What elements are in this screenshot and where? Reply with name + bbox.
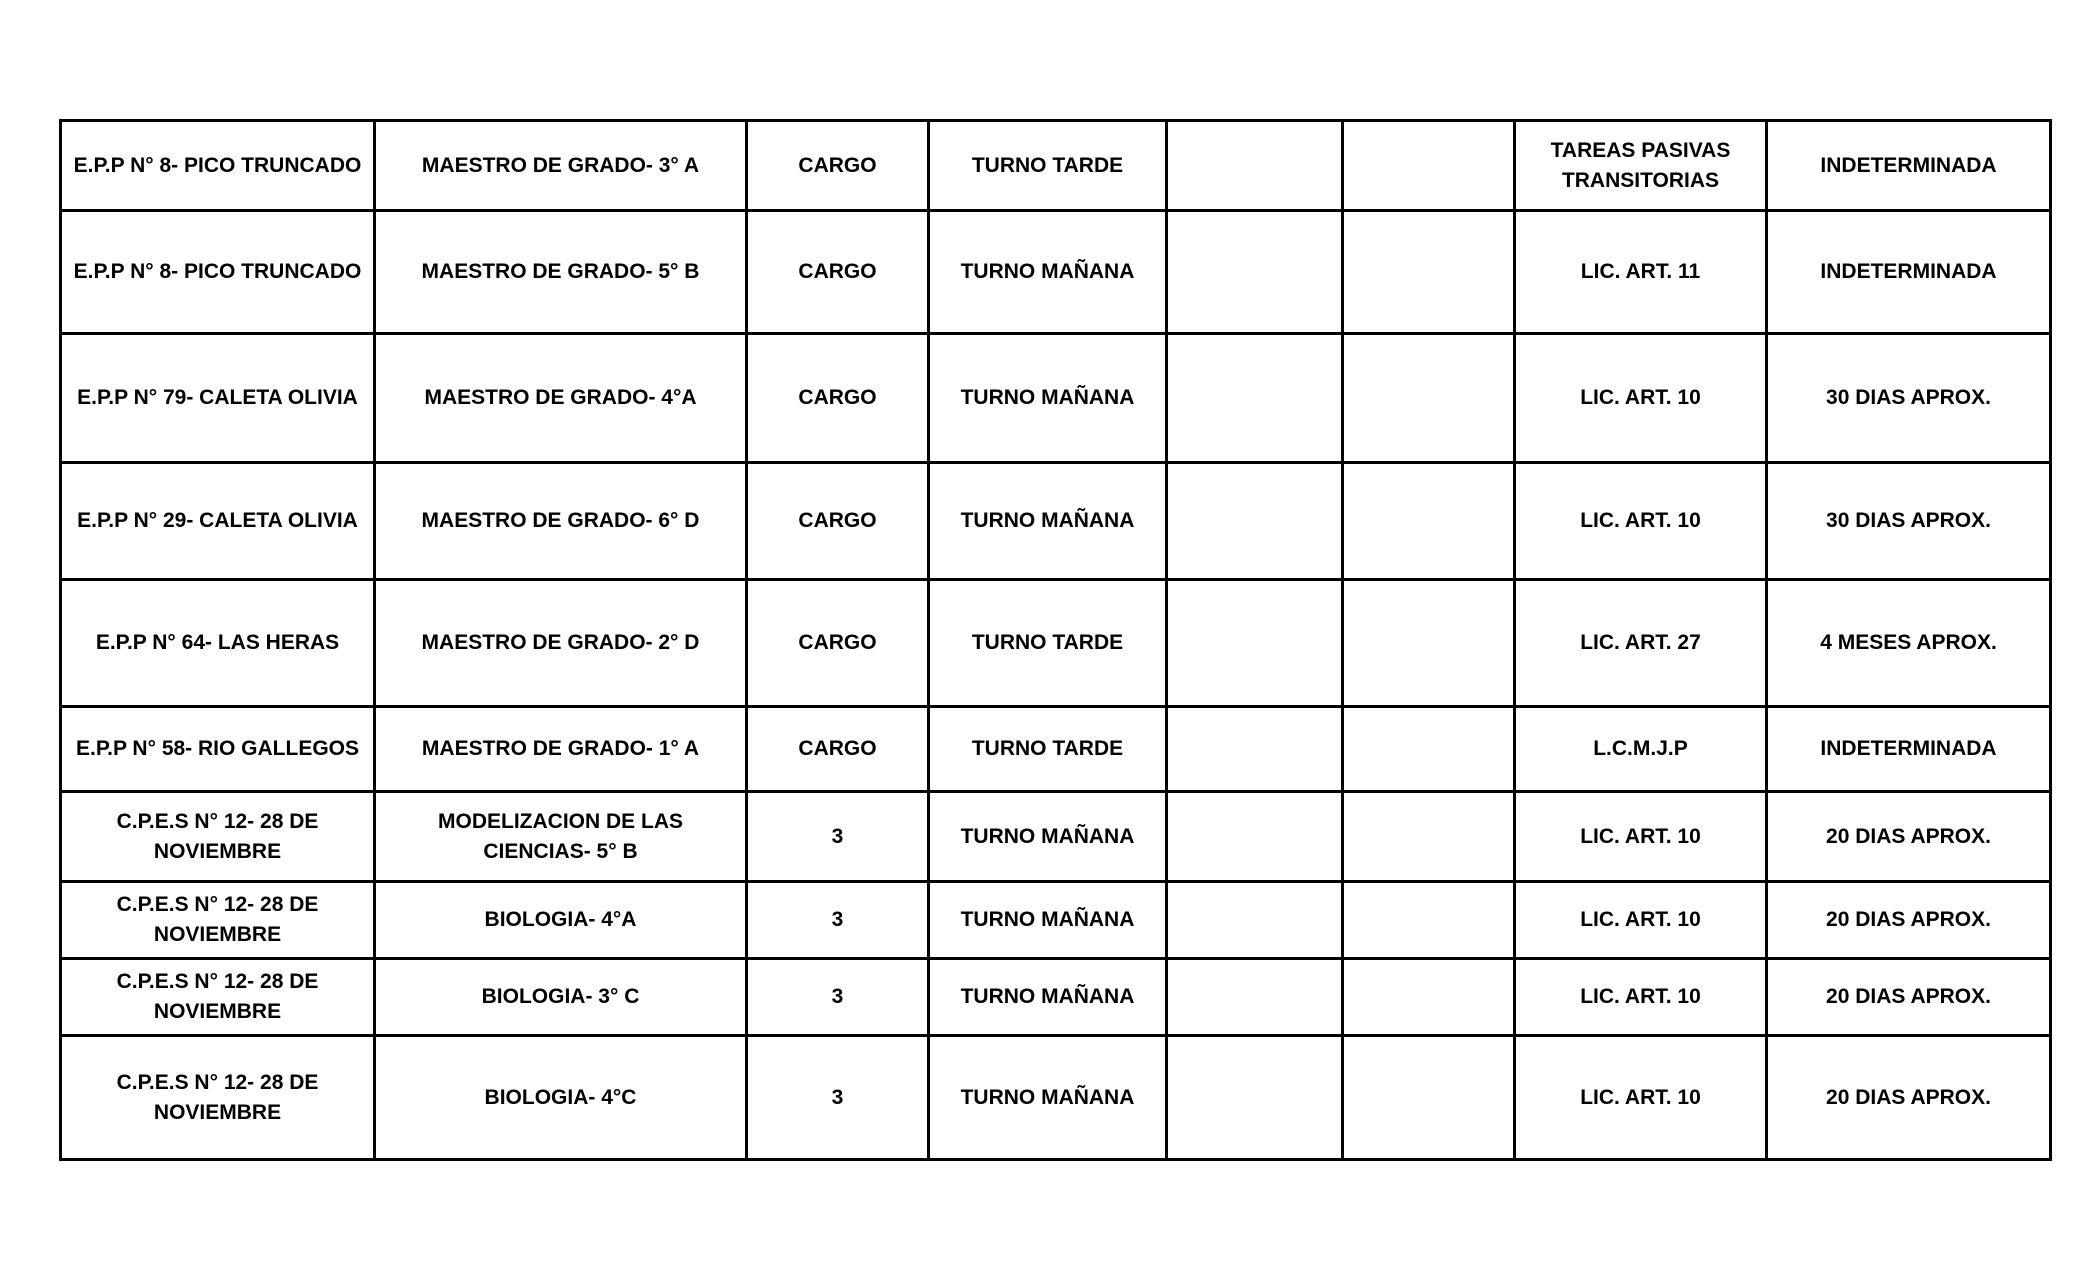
empty-cell xyxy=(1167,463,1343,580)
school-cell: E.P.P N° 64- LAS HERAS xyxy=(61,580,375,707)
vacancies-table xyxy=(59,119,2052,1161)
empty-cell xyxy=(1167,792,1343,882)
empty-cell xyxy=(1343,121,1515,211)
empty-cell xyxy=(1343,959,1515,1036)
reason-cell: LIC. ART. 10 xyxy=(1515,959,1767,1036)
table-row xyxy=(61,334,2051,463)
empty-cell xyxy=(1343,707,1515,792)
reason-cell: LIC. ART. 10 xyxy=(1515,463,1767,580)
duration-cell: INDETERMINADA xyxy=(1767,121,2051,211)
type-cell: 3 xyxy=(747,1036,929,1160)
empty-cell xyxy=(1167,959,1343,1036)
position-cell: BIOLOGIA- 3° C xyxy=(375,959,747,1036)
school-cell: C.P.E.S N° 12- 28 DE NOVIEMBRE xyxy=(61,792,375,882)
duration-cell: 4 MESES APROX. xyxy=(1767,580,2051,707)
duration-cell: INDETERMINADA xyxy=(1767,707,2051,792)
reason-cell: LIC. ART. 10 xyxy=(1515,1036,1767,1160)
duration-cell: 20 DIAS APROX. xyxy=(1767,882,2051,959)
empty-cell xyxy=(1167,707,1343,792)
shift-cell: TURNO TARDE xyxy=(929,121,1167,211)
shift-cell: TURNO MAÑANA xyxy=(929,959,1167,1036)
position-cell: MAESTRO DE GRADO- 2° D xyxy=(375,580,747,707)
duration-cell: 30 DIAS APROX. xyxy=(1767,334,2051,463)
shift-cell: TURNO MAÑANA xyxy=(929,463,1167,580)
reason-cell: LIC. ART. 10 xyxy=(1515,792,1767,882)
school-cell: C.P.E.S N° 12- 28 DE NOVIEMBRE xyxy=(61,882,375,959)
shift-cell: TURNO MAÑANA xyxy=(929,1036,1167,1160)
table-row xyxy=(61,1036,2051,1160)
position-cell: MAESTRO DE GRADO- 6° D xyxy=(375,463,747,580)
shift-cell: TURNO MAÑANA xyxy=(929,334,1167,463)
table-row xyxy=(61,882,2051,959)
type-cell: CARGO xyxy=(747,463,929,580)
empty-cell xyxy=(1167,211,1343,334)
table-row xyxy=(61,959,2051,1036)
empty-cell xyxy=(1343,792,1515,882)
type-cell: 3 xyxy=(747,882,929,959)
school-cell: C.P.E.S N° 12- 28 DE NOVIEMBRE xyxy=(61,959,375,1036)
position-cell: MAESTRO DE GRADO- 5° B xyxy=(375,211,747,334)
empty-cell xyxy=(1343,211,1515,334)
school-cell: E.P.P N° 8- PICO TRUNCADO xyxy=(61,211,375,334)
shift-cell: TURNO MAÑANA xyxy=(929,882,1167,959)
reason-cell: LIC. ART. 10 xyxy=(1515,882,1767,959)
table-row xyxy=(61,463,2051,580)
school-cell: C.P.E.S N° 12- 28 DE NOVIEMBRE xyxy=(61,1036,375,1160)
school-cell: E.P.P N° 8- PICO TRUNCADO xyxy=(61,121,375,211)
table-row xyxy=(61,580,2051,707)
table-row xyxy=(61,707,2051,792)
table-row xyxy=(61,121,2051,211)
shift-cell: TURNO TARDE xyxy=(929,707,1167,792)
duration-cell: 20 DIAS APROX. xyxy=(1767,792,2051,882)
type-cell: CARGO xyxy=(747,580,929,707)
position-cell: MAESTRO DE GRADO- 1° A xyxy=(375,707,747,792)
position-cell: MAESTRO DE GRADO- 4°A xyxy=(375,334,747,463)
empty-cell xyxy=(1167,334,1343,463)
position-cell: BIOLOGIA- 4°A xyxy=(375,882,747,959)
type-cell: 3 xyxy=(747,959,929,1036)
type-cell: CARGO xyxy=(747,707,929,792)
table-row xyxy=(61,211,2051,334)
empty-cell xyxy=(1167,580,1343,707)
empty-cell xyxy=(1343,1036,1515,1160)
reason-cell: TAREAS PASIVAS TRANSITORIAS xyxy=(1515,121,1767,211)
shift-cell: TURNO MAÑANA xyxy=(929,211,1167,334)
reason-cell: L.C.M.J.P xyxy=(1515,707,1767,792)
type-cell: CARGO xyxy=(747,211,929,334)
reason-cell: LIC. ART. 27 xyxy=(1515,580,1767,707)
duration-cell: INDETERMINADA xyxy=(1767,211,2051,334)
empty-cell xyxy=(1343,580,1515,707)
school-cell: E.P.P N° 29- CALETA OLIVIA xyxy=(61,463,375,580)
reason-cell: LIC. ART. 11 xyxy=(1515,211,1767,334)
table-row xyxy=(61,792,2051,882)
position-cell: MAESTRO DE GRADO- 3° A xyxy=(375,121,747,211)
empty-cell xyxy=(1343,334,1515,463)
empty-cell xyxy=(1343,463,1515,580)
empty-cell xyxy=(1167,121,1343,211)
empty-cell xyxy=(1343,882,1515,959)
shift-cell: TURNO TARDE xyxy=(929,580,1167,707)
empty-cell xyxy=(1167,882,1343,959)
duration-cell: 30 DIAS APROX. xyxy=(1767,463,2051,580)
school-cell: E.P.P N° 79- CALETA OLIVIA xyxy=(61,334,375,463)
school-cell: E.P.P N° 58- RIO GALLEGOS xyxy=(61,707,375,792)
empty-cell xyxy=(1167,1036,1343,1160)
type-cell: CARGO xyxy=(747,334,929,463)
reason-cell: LIC. ART. 10 xyxy=(1515,334,1767,463)
duration-cell: 20 DIAS APROX. xyxy=(1767,959,2051,1036)
duration-cell: 20 DIAS APROX. xyxy=(1767,1036,2051,1160)
position-cell: BIOLOGIA- 4°C xyxy=(375,1036,747,1160)
type-cell: 3 xyxy=(747,792,929,882)
position-cell: MODELIZACION DE LAS CIENCIAS- 5° B xyxy=(375,792,747,882)
shift-cell: TURNO MAÑANA xyxy=(929,792,1167,882)
type-cell: CARGO xyxy=(747,121,929,211)
